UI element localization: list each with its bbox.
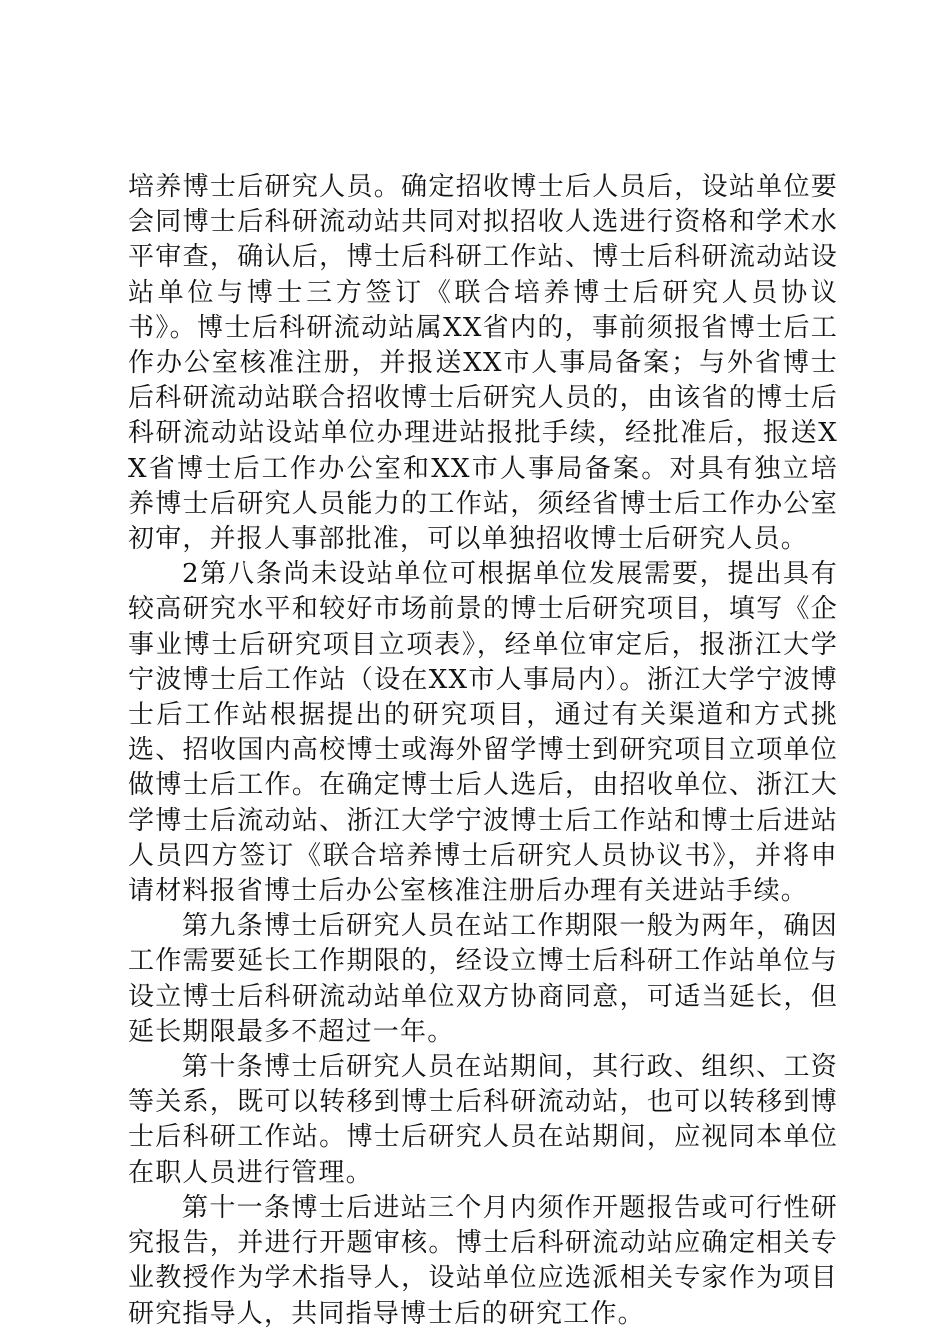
paragraph-3: 第九条博士后研究人员在站工作期限一般为两年，确因工作需要延长工作期限的，经设立博士后科研工作站单位与设立博士后科研流动站单位双方协商同意，可适当延长，但延长期限最多不超过一年。 bbox=[128, 911, 838, 1047]
paragraph-2: 2第八条尚未设站单位可根据单位发展需要，提出具有较高研究水平和较好市场前景的博士后研究项目，填写《企事业博士后研究项目立项表》，经单位审定后，报浙江大学宁波博士后工作站（设在XX市人事局内）。浙江大学宁波博士后工作站根据提出的研究项目，通过有关渠道和方式挑选、招收国内高校博士或海外留学博士到研究项目立项单位做博士后工作。在确定博士后人选后，由招收单位、浙江大学博士后流动站、浙江大学宁波博士后工作站和博士后进站人员四方签订《联合培养博士后研究人员协议书》，并将申请材料报省博士后办公室核准注册后办理有关进站手续。 bbox=[128, 559, 838, 907]
paragraph-1: 培养博士后研究人员。确定招收博士后人员后，设站单位要会同博士后科研流动站共同对拟招收人选进行资格和学术水平审查，确认后，博士后科研工作站、博士后科研流动站设站单位与博士三方签订《联合培养博士后研究人员协议书》。博士后科研流动站属XX省内的，事前须报省博士后工作办公室核准注册，并报送XX市人事局备案；与外省博士后科研流动站联合招收博士后研究人员的，由该省的博士后科研流动站设站单位办理进站报批手续，经批准后，报送XX省博士后工作办公室和XX市人事局备案。对具有独立培养博士后研究人员能力的工作站，须经省博士后工作办公室初审，并报人事部批准，可以单独招收博士后研究人员。 bbox=[128, 172, 838, 555]
paragraph-4: 第十条博士后研究人员在站期间，其行政、组织、工资等关系，既可以转移到博士后科研流动站，也可以转移到博士后科研工作站。博士后研究人员在站期间，应视同本单位在职人员进行管理。 bbox=[128, 1052, 838, 1188]
paragraph-5: 第十一条博士后进站三个月内须作开题报告或可行性研究报告，并进行开题审核。博士后科研流动站应确定相关专业教授作为学术指导人，设站单位应选派相关专家作为项目研究指导人，共同指导博士后的研究工作。 bbox=[128, 1192, 838, 1329]
document-body bbox=[128, 170, 838, 1332]
